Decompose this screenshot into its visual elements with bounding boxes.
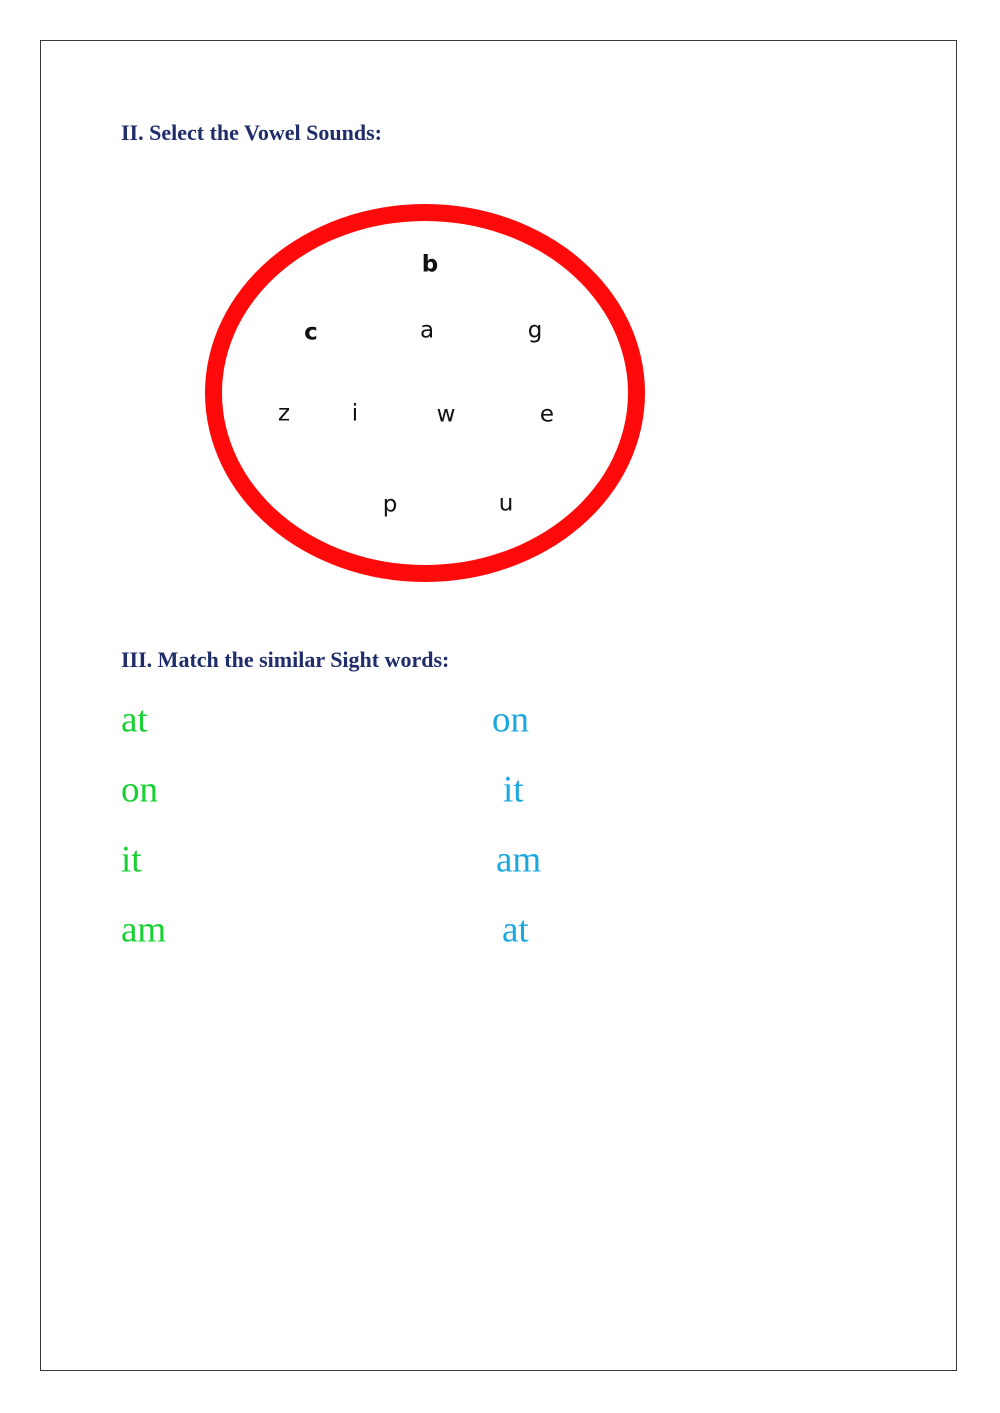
- left-sight-word[interactable]: it: [121, 839, 142, 881]
- right-sight-word[interactable]: it: [503, 769, 524, 811]
- match-section-heading: III. Match the similar Sight words:: [121, 647, 450, 672]
- letter-choice[interactable]: z: [277, 400, 291, 427]
- right-sight-word[interactable]: at: [502, 909, 529, 951]
- left-sight-word[interactable]: am: [121, 909, 167, 951]
- left-sight-word[interactable]: on: [121, 769, 158, 811]
- vowel-section-heading: II. Select the Vowel Sounds:: [121, 120, 382, 145]
- letter-choice[interactable]: c: [304, 319, 318, 346]
- letter-choice[interactable]: w: [436, 401, 456, 428]
- right-sight-word[interactable]: am: [496, 839, 542, 881]
- letter-choice[interactable]: a: [419, 317, 435, 344]
- letter-choice[interactable]: g: [527, 317, 543, 344]
- left-sight-word[interactable]: at: [121, 699, 148, 741]
- letter-choice[interactable]: b: [421, 251, 439, 278]
- right-sight-word[interactable]: on: [492, 699, 529, 741]
- letter-choice[interactable]: p: [382, 491, 398, 518]
- letter-choice[interactable]: e: [539, 401, 555, 428]
- letter-choice[interactable]: u: [498, 490, 514, 517]
- letter-choice[interactable]: i: [351, 400, 359, 427]
